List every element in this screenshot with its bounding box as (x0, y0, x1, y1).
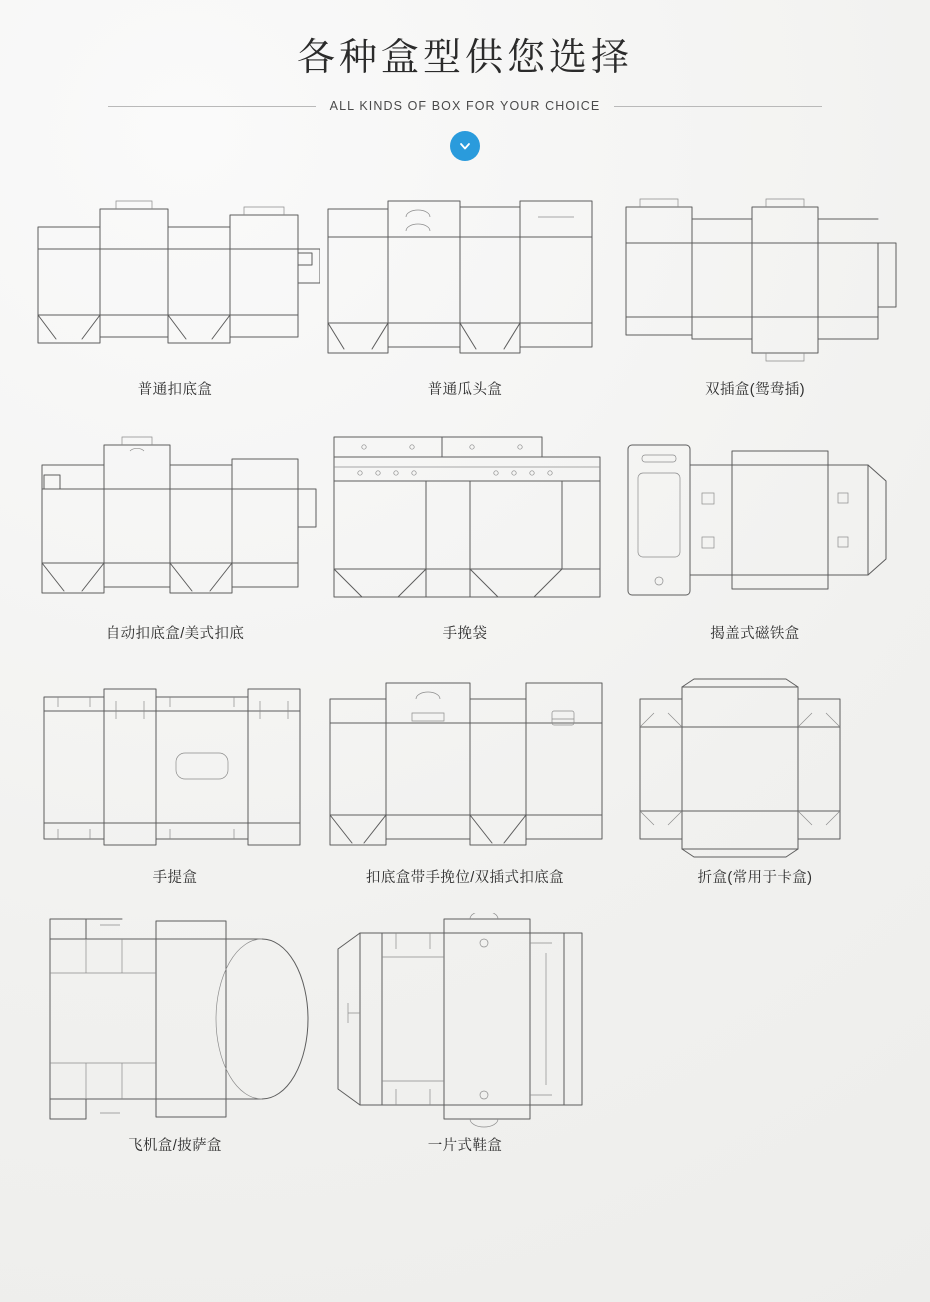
box-type-card[interactable] (30, 675, 320, 913)
page-title: 各种盒型供您选择 (296, 37, 633, 79)
box-dieline-icon (320, 913, 610, 1128)
box-type-card[interactable] (610, 187, 900, 425)
subtitle-row (0, 99, 930, 113)
chevron-wrap (0, 131, 930, 161)
divider-right (614, 106, 822, 107)
box-dieline-icon (610, 187, 900, 372)
box-type-caption: 手提盒 (152, 870, 198, 887)
grid-spacer (610, 913, 900, 1181)
box-type-card[interactable] (320, 187, 610, 425)
box-type-card[interactable] (610, 431, 900, 669)
box-dieline-icon (320, 675, 610, 860)
chevron-down-icon (450, 131, 480, 161)
box-type-card[interactable] (30, 913, 320, 1181)
box-type-card[interactable] (610, 675, 900, 913)
box-dieline-icon (30, 675, 320, 860)
box-dieline-icon (30, 913, 320, 1128)
page-subtitle: ALL KINDS OF BOX FOR YOUR CHOICE (329, 99, 601, 114)
box-type-caption: 双插盒(鸳鸯插) (705, 382, 805, 399)
box-type-card[interactable] (320, 913, 610, 1181)
box-type-card[interactable] (320, 431, 610, 669)
box-type-caption: 一片式鞋盒 (427, 1138, 503, 1155)
box-type-caption: 揭盖式磁铁盒 (710, 626, 800, 643)
box-type-caption: 普通瓜头盒 (427, 382, 503, 399)
box-dieline-icon (610, 675, 900, 860)
box-dieline-icon (320, 187, 610, 372)
box-type-grid (0, 187, 930, 913)
box-dieline-icon (320, 431, 610, 616)
box-type-caption: 自动扣底盒/美式扣底 (105, 626, 245, 643)
box-type-caption: 手挽袋 (442, 626, 488, 643)
box-type-grid-last-row (0, 913, 930, 1181)
box-type-caption: 飞机盒/披萨盒 (128, 1138, 222, 1155)
box-dieline-icon (30, 431, 320, 616)
box-dieline-icon (30, 187, 320, 372)
box-type-card[interactable] (30, 187, 320, 425)
box-type-card[interactable] (320, 675, 610, 913)
page-header (0, 0, 930, 161)
divider-left (108, 106, 316, 107)
box-dieline-icon (610, 431, 900, 616)
box-type-caption: 普通扣底盒 (137, 382, 213, 399)
box-type-card[interactable] (30, 431, 320, 669)
box-type-caption: 扣底盒带手挽位/双插式扣底盒 (365, 870, 565, 887)
box-type-caption: 折盒(常用于卡盒) (697, 870, 813, 887)
